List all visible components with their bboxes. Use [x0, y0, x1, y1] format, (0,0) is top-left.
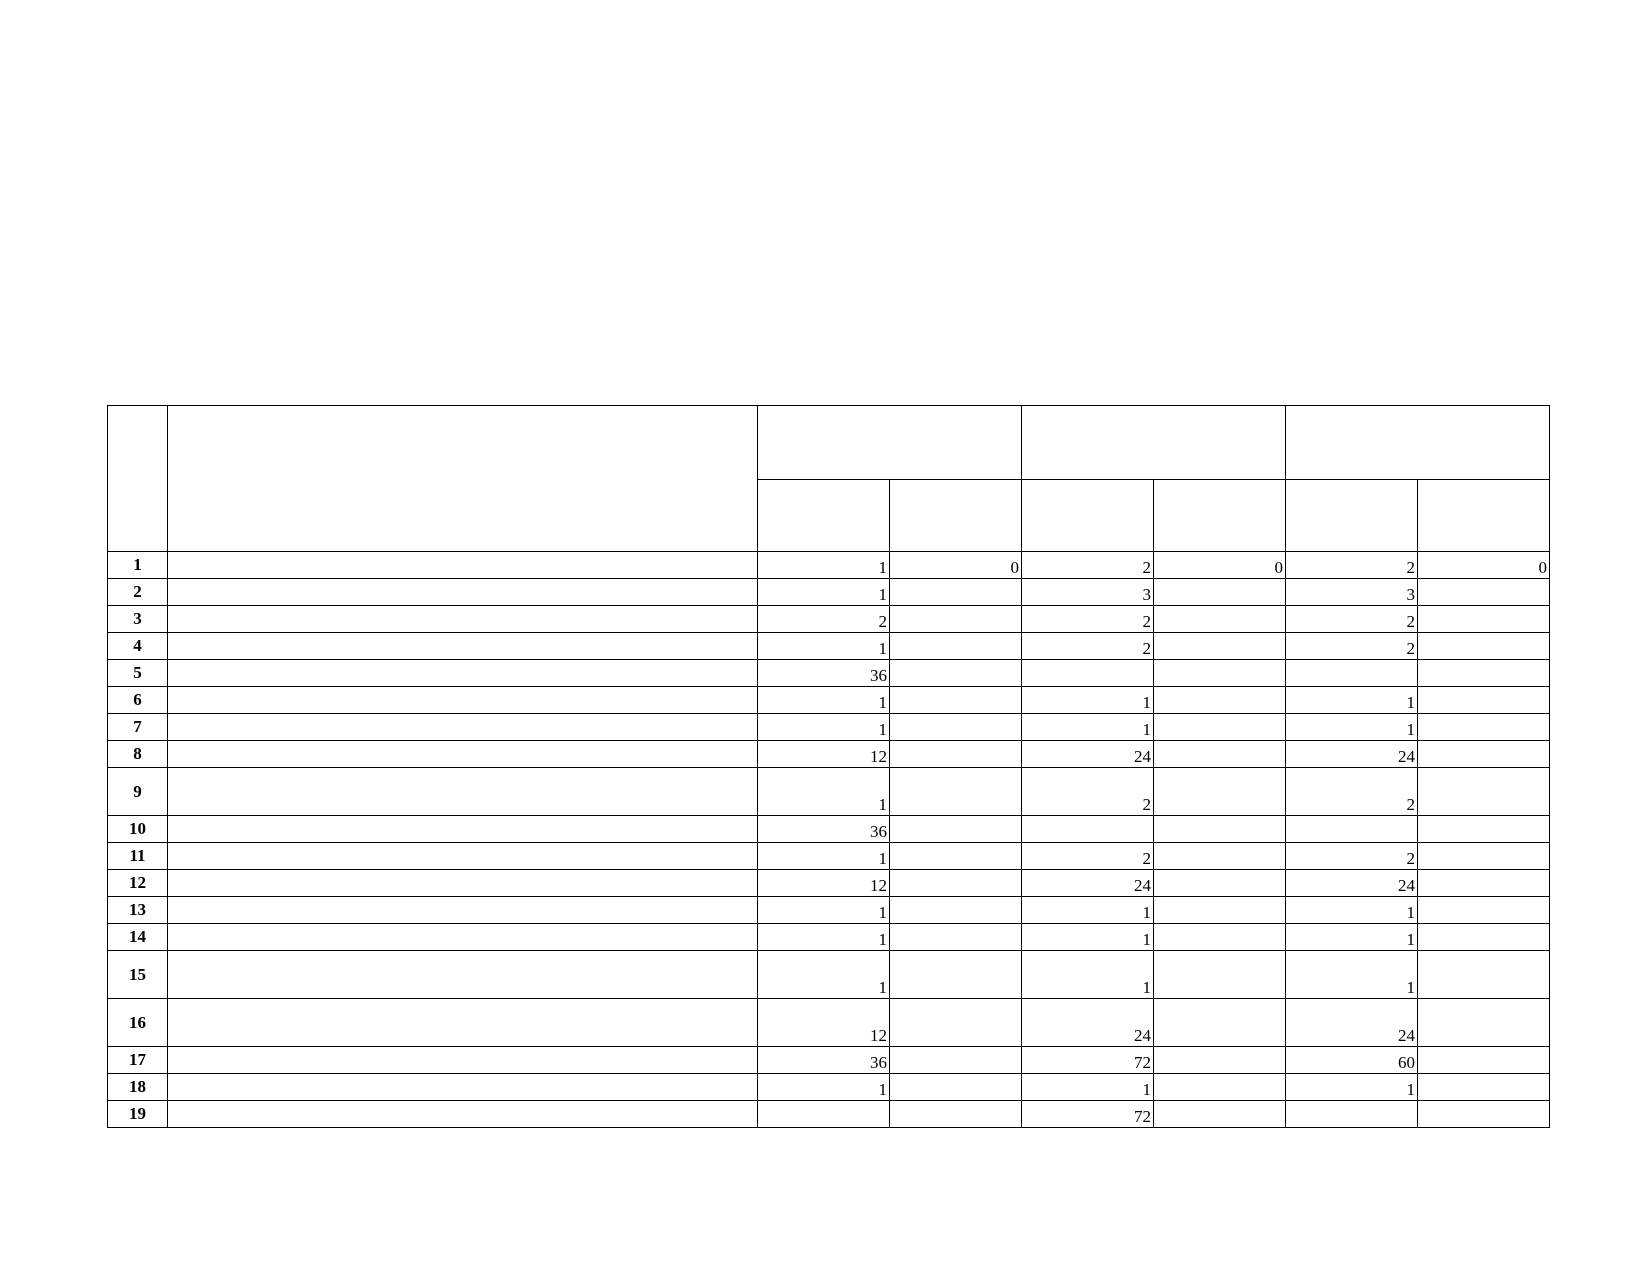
- table-row: [108, 552, 1550, 579]
- column-header-kazakh: [890, 480, 1022, 552]
- count-cell: 1: [1286, 714, 1418, 741]
- row-number: 8: [108, 741, 168, 768]
- column-header-count: [758, 480, 890, 552]
- table-body: [108, 552, 1550, 1128]
- count-cell: 2: [1022, 843, 1154, 870]
- kazakh-count-cell: [890, 951, 1022, 999]
- kazakh-count-cell: [1418, 897, 1550, 924]
- column-header-number: [108, 406, 168, 552]
- count-cell: 12: [758, 741, 890, 768]
- count-cell: 1: [1286, 687, 1418, 714]
- kazakh-count-cell: [1154, 1101, 1286, 1128]
- row-name: [168, 714, 758, 741]
- kazakh-count-cell: [1154, 741, 1286, 768]
- count-cell: 12: [758, 870, 890, 897]
- table-row: [108, 999, 1550, 1047]
- row-name: [168, 579, 758, 606]
- row-name: [168, 999, 758, 1047]
- row-number: 12: [108, 870, 168, 897]
- kazakh-count-cell: [890, 1047, 1022, 1074]
- count-cell: 1: [758, 552, 890, 579]
- kazakh-count-cell: [1154, 687, 1286, 714]
- count-cell: 1: [1286, 924, 1418, 951]
- row-name: [168, 633, 758, 660]
- count-cell: 36: [758, 1047, 890, 1074]
- kazakh-count-cell: [1418, 633, 1550, 660]
- count-cell: 2: [1286, 552, 1418, 579]
- count-cell: 1: [758, 633, 890, 660]
- row-number: 11: [108, 843, 168, 870]
- count-cell: 2: [758, 606, 890, 633]
- column-header-kazakh: [1154, 480, 1286, 552]
- kazakh-count-cell: 0: [1418, 552, 1550, 579]
- row-number: 10: [108, 816, 168, 843]
- kazakh-count-cell: [890, 897, 1022, 924]
- kazakh-count-cell: [1154, 924, 1286, 951]
- count-cell: 36: [758, 660, 890, 687]
- column-header-count: [1022, 480, 1154, 552]
- column-group-header: [758, 406, 1022, 480]
- kazakh-count-cell: 0: [1154, 552, 1286, 579]
- column-group-header: [1286, 406, 1550, 480]
- kazakh-count-cell: [1418, 1047, 1550, 1074]
- kazakh-count-cell: [890, 687, 1022, 714]
- count-cell: 1: [758, 768, 890, 816]
- count-cell: [1286, 1101, 1418, 1128]
- row-number: 9: [108, 768, 168, 816]
- kazakh-count-cell: [1418, 687, 1550, 714]
- count-cell: 2: [1286, 843, 1418, 870]
- count-cell: 3: [1022, 579, 1154, 606]
- kazakh-count-cell: [1418, 579, 1550, 606]
- kazakh-count-cell: [890, 606, 1022, 633]
- row-name: [168, 768, 758, 816]
- kazakh-count-cell: [890, 579, 1022, 606]
- row-name: [168, 1047, 758, 1074]
- kazakh-count-cell: [1418, 843, 1550, 870]
- count-cell: 24: [1022, 870, 1154, 897]
- title-subtitle: [0, 352, 1650, 374]
- count-cell: 36: [758, 816, 890, 843]
- count-cell: 2: [1022, 606, 1154, 633]
- kazakh-count-cell: [1154, 999, 1286, 1047]
- row-name: [168, 606, 758, 633]
- count-cell: 1: [1022, 1074, 1154, 1101]
- kazakh-count-cell: [890, 816, 1022, 843]
- complexes-table: [107, 405, 1550, 1128]
- kazakh-count-cell: [890, 1074, 1022, 1101]
- kazakh-count-cell: [1418, 660, 1550, 687]
- count-cell: 24: [1286, 999, 1418, 1047]
- count-cell: 1: [758, 951, 890, 999]
- count-cell: [758, 1101, 890, 1128]
- annex-label: [904, 146, 1464, 166]
- column-header-name: [168, 406, 758, 552]
- count-cell: 1: [1022, 714, 1154, 741]
- row-number: 17: [108, 1047, 168, 1074]
- count-cell: [1022, 816, 1154, 843]
- row-number: 5: [108, 660, 168, 687]
- table-row: [108, 714, 1550, 741]
- table-row: [108, 633, 1550, 660]
- kazakh-count-cell: [1418, 999, 1550, 1047]
- kazakh-count-cell: [890, 999, 1022, 1047]
- kazakh-count-cell: [1154, 606, 1286, 633]
- table-row: [108, 816, 1550, 843]
- kazakh-count-cell: [1154, 768, 1286, 816]
- count-cell: 1: [1022, 951, 1154, 999]
- table-row: [108, 660, 1550, 687]
- count-cell: 24: [1022, 741, 1154, 768]
- kazakh-count-cell: [890, 870, 1022, 897]
- title-line: [0, 323, 1650, 352]
- row-name: [168, 897, 758, 924]
- table-row: [108, 951, 1550, 999]
- kazakh-count-cell: [1418, 606, 1550, 633]
- kazakh-count-cell: [1154, 714, 1286, 741]
- count-cell: 1: [758, 924, 890, 951]
- row-name: [168, 951, 758, 999]
- kazakh-count-cell: [1418, 924, 1550, 951]
- row-number: 2: [108, 579, 168, 606]
- row-name: [168, 660, 758, 687]
- kazakh-count-cell: [890, 924, 1022, 951]
- kazakh-count-cell: [1418, 816, 1550, 843]
- title-line: [0, 236, 1650, 265]
- kazakh-count-cell: [1154, 633, 1286, 660]
- table-row: [108, 1047, 1550, 1074]
- count-cell: 72: [1022, 1101, 1154, 1128]
- row-name: [168, 741, 758, 768]
- row-name: [168, 924, 758, 951]
- kazakh-count-cell: [1154, 1074, 1286, 1101]
- row-number: 14: [108, 924, 168, 951]
- count-cell: 1: [758, 897, 890, 924]
- row-name: [168, 870, 758, 897]
- table-row: [108, 843, 1550, 870]
- table-row: [108, 1101, 1550, 1128]
- table-row: [108, 579, 1550, 606]
- count-cell: [1286, 816, 1418, 843]
- count-cell: 2: [1286, 633, 1418, 660]
- kazakh-count-cell: [1154, 951, 1286, 999]
- count-cell: [1022, 660, 1154, 687]
- kazakh-count-cell: [890, 741, 1022, 768]
- kazakh-count-cell: [1418, 768, 1550, 816]
- count-cell: 1: [758, 714, 890, 741]
- title-line: [0, 294, 1650, 323]
- table-header-row: [108, 406, 1550, 480]
- row-number: 6: [108, 687, 168, 714]
- count-cell: 1: [1022, 924, 1154, 951]
- kazakh-count-cell: [1418, 951, 1550, 999]
- row-number: 1: [108, 552, 168, 579]
- kazakh-count-cell: [1154, 897, 1286, 924]
- kazakh-count-cell: [890, 1101, 1022, 1128]
- row-name: [168, 816, 758, 843]
- row-name: [168, 1101, 758, 1128]
- count-cell: 1: [758, 579, 890, 606]
- count-cell: [1286, 660, 1418, 687]
- kazakh-count-cell: [1418, 1074, 1550, 1101]
- column-header-kazakh: [1418, 480, 1550, 552]
- count-cell: 12: [758, 999, 890, 1047]
- kazakh-count-cell: [890, 843, 1022, 870]
- kazakh-count-cell: [1154, 843, 1286, 870]
- count-cell: 1: [1022, 897, 1154, 924]
- count-cell: 1: [1286, 951, 1418, 999]
- count-cell: 1: [758, 843, 890, 870]
- count-cell: 24: [1286, 870, 1418, 897]
- count-cell: 24: [1022, 999, 1154, 1047]
- row-name: [168, 552, 758, 579]
- table-row: [108, 768, 1550, 816]
- count-cell: 1: [758, 687, 890, 714]
- kazakh-count-cell: [1154, 1047, 1286, 1074]
- count-cell: 1: [1286, 1074, 1418, 1101]
- count-cell: 2: [1022, 552, 1154, 579]
- kazakh-count-cell: [1418, 741, 1550, 768]
- kazakh-count-cell: [1154, 579, 1286, 606]
- table-row: [108, 606, 1550, 633]
- kazakh-count-cell: [890, 660, 1022, 687]
- column-header-count: [1286, 480, 1418, 552]
- row-name: [168, 1074, 758, 1101]
- table-row: [108, 741, 1550, 768]
- row-number: 13: [108, 897, 168, 924]
- count-cell: 1: [1022, 687, 1154, 714]
- kazakh-count-cell: [1418, 1101, 1550, 1128]
- table-row: [108, 924, 1550, 951]
- count-cell: 2: [1022, 768, 1154, 816]
- row-name: [168, 687, 758, 714]
- title-line: [0, 265, 1650, 294]
- kazakh-count-cell: [890, 633, 1022, 660]
- row-number: 19: [108, 1101, 168, 1128]
- count-cell: 1: [758, 1074, 890, 1101]
- column-group-header: [1022, 406, 1286, 480]
- kazakh-count-cell: [1418, 714, 1550, 741]
- row-number: 18: [108, 1074, 168, 1101]
- count-cell: 1: [1286, 897, 1418, 924]
- count-cell: 72: [1022, 1047, 1154, 1074]
- count-cell: 3: [1286, 579, 1418, 606]
- count-cell: 2: [1286, 606, 1418, 633]
- kazakh-count-cell: [1154, 660, 1286, 687]
- row-number: 4: [108, 633, 168, 660]
- row-number: 15: [108, 951, 168, 999]
- kazakh-count-cell: 0: [890, 552, 1022, 579]
- count-cell: 2: [1286, 768, 1418, 816]
- count-cell: 60: [1286, 1047, 1418, 1074]
- kazakh-count-cell: [890, 714, 1022, 741]
- table-row: [108, 870, 1550, 897]
- kazakh-count-cell: [1154, 816, 1286, 843]
- count-cell: 2: [1022, 633, 1154, 660]
- kazakh-count-cell: [890, 768, 1022, 816]
- row-name: [168, 843, 758, 870]
- count-cell: 24: [1286, 741, 1418, 768]
- table-row: [108, 897, 1550, 924]
- title-block: [0, 236, 1650, 374]
- kazakh-count-cell: [1154, 870, 1286, 897]
- row-number: 16: [108, 999, 168, 1047]
- table-row: [108, 687, 1550, 714]
- row-number: 7: [108, 714, 168, 741]
- row-number: 3: [108, 606, 168, 633]
- table-row: [108, 1074, 1550, 1101]
- kazakh-count-cell: [1418, 870, 1550, 897]
